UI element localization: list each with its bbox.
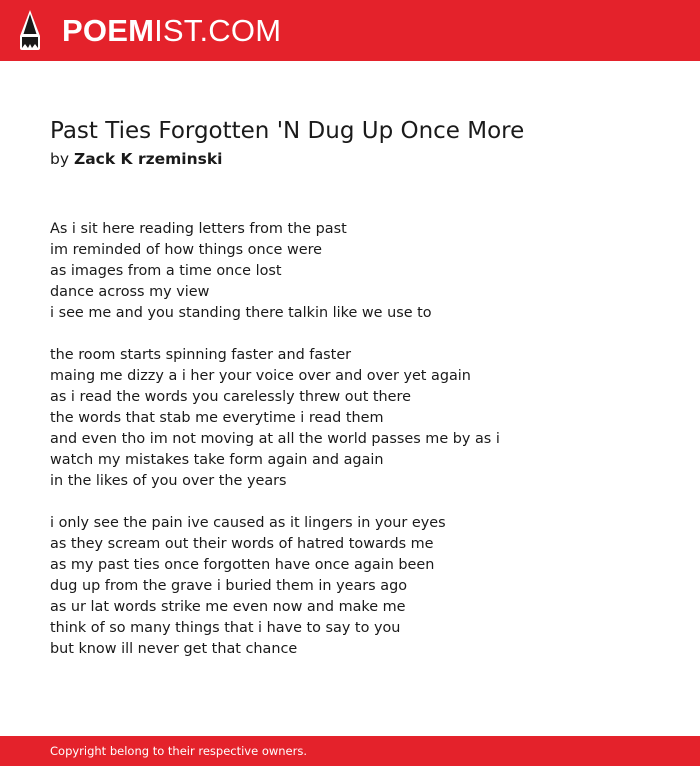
poem-line: and even tho im not moving at all the world passes me by as i bbox=[50, 431, 500, 447]
poem-line: maing me dizzy a i her your voice over and over yet again bbox=[50, 368, 471, 384]
poem-line: the words that stab me everytime i read them bbox=[50, 410, 384, 426]
poem-line: dug up from the grave i buried them in years ago bbox=[50, 578, 408, 594]
poem-line: the room starts spinning faster and faster bbox=[50, 347, 352, 363]
poem-line: in the likes of you over the years bbox=[50, 473, 287, 489]
by-label: by bbox=[50, 150, 70, 168]
stanza bbox=[50, 513, 670, 660]
poem-line: As i sit here reading letters from the past bbox=[50, 221, 347, 237]
poem-line: as ur lat words strike me even now and make me bbox=[50, 599, 406, 615]
brand-bold-text: POEM bbox=[62, 13, 155, 48]
poem-line: dance across my view bbox=[50, 284, 210, 300]
stanza bbox=[50, 219, 670, 324]
poem-title: Past Ties Forgotten 'N Dug Up Once More bbox=[50, 118, 525, 144]
poem-line: im reminded of how things once were bbox=[50, 242, 323, 258]
stanza bbox=[50, 345, 670, 492]
site-footer bbox=[0, 736, 700, 766]
brand-light-text: IST.COM bbox=[154, 13, 282, 48]
site-header bbox=[0, 0, 700, 61]
poem-line: think of so many things that i have to say to you bbox=[50, 620, 401, 636]
byline bbox=[50, 149, 222, 169]
poem-body bbox=[50, 219, 670, 681]
poem-line: as my past ties once forgotten have once again been bbox=[50, 557, 435, 573]
poem-line: watch my mistakes take form again and again bbox=[50, 452, 384, 468]
copyright-text: Copyright belong to their respective owners. bbox=[50, 744, 308, 758]
author-name: Zack K rzeminski bbox=[73, 150, 223, 168]
poem-line: as i read the words you carelessly threw out there bbox=[50, 389, 411, 405]
poem-line: as images from a time once lost bbox=[50, 263, 282, 279]
pencil-icon[interactable] bbox=[18, 9, 42, 51]
poem-line: i see me and you standing there talkin like we use to bbox=[50, 305, 432, 321]
poem-line: i only see the pain ive caused as it lingers in your eyes bbox=[50, 515, 446, 531]
site-logo-text[interactable] bbox=[62, 14, 281, 48]
poem-line: as they scream out their words of hatred towards me bbox=[50, 536, 434, 552]
poem-line: but know ill never get that chance bbox=[50, 641, 298, 657]
